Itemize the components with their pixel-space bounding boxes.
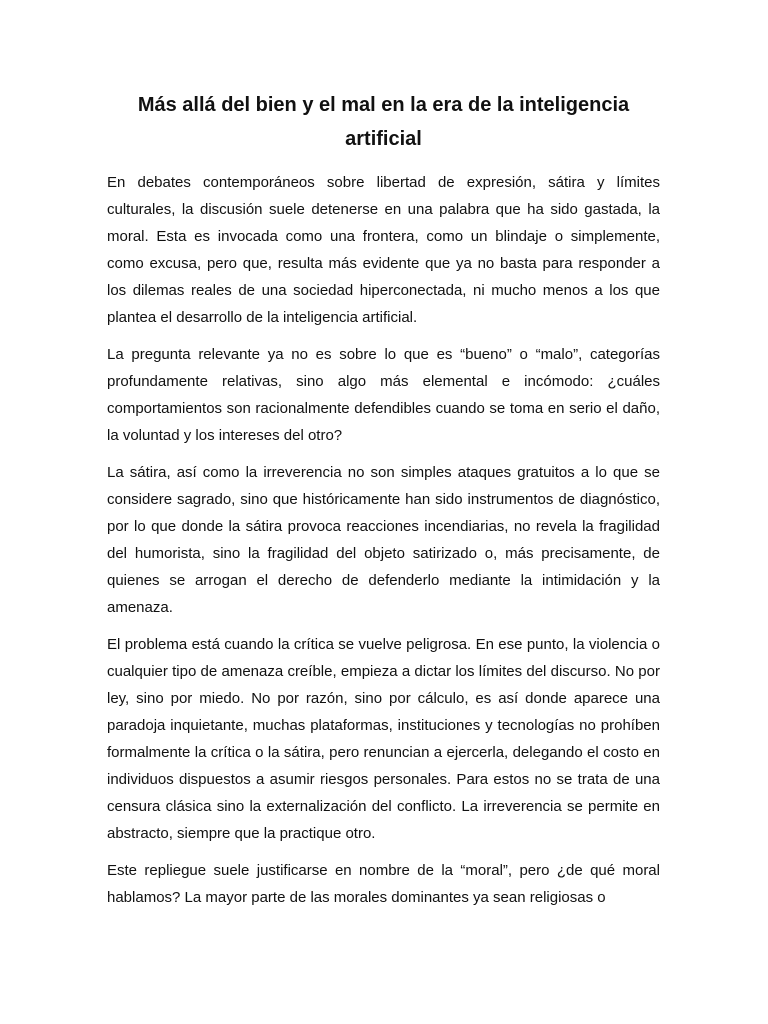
paragraph-1: En debates contemporáneos sobre libertad de expresión, sátira y límites culturales, la discusión suele detenerse en una palabra que ha sido gastada, la moral. Esta es invocada como una frontera, como un blindaje o simplemente, como excusa, pero que, resulta más evidente que ya no basta para responder a los dilemas reales de una sociedad hiperconectada, ni mucho menos a los que plantea el desarrollo de la inteligencia artificial. xyxy=(107,174,660,326)
paragraph-2: La pregunta relevante ya no es sobre lo que es “bueno” o “malo”, categorías profundamente relativas, sino algo más elemental e incómodo: ¿cuáles comportamientos son racionalmente defendibles cuando se toma en serio el daño, la voluntad y los intereses del otro? xyxy=(107,346,660,444)
paragraph-3: La sátira, así como la irreverencia no son simples ataques gratuitos a lo que se considere sagrado, sino que históricamente han sido instrumentos de diagnóstico, por lo que donde la sátira provoca reacciones incendiarias, no revela la fragilidad del humorista, sino la fragilidad del objeto satirizado o, más precisamente, de quienes se arrogan el derecho de defenderlo mediante la intimidación y la amenaza. xyxy=(107,464,660,616)
paragraph-4: El problema está cuando la crítica se vuelve peligrosa. En ese punto, la violencia o cualquier tipo de amenaza creíble, empieza a dictar los límites del discurso. No por ley, sino por miedo. No por razón, sino por cálculo, es así donde aparece una paradoja inquietante, muchas plataformas, instituciones y tecnologías no prohíben formalmente la crítica o la sátira, pero renuncian a ejercerla, delegando el costo en individuos dispuestos a asumir riesgos personales. Para estos no se trata de una censura clásica sino la externalización del conflicto. La irreverencia se permite en abstracto, siempre que la practique otro. xyxy=(107,636,660,842)
paragraph-5: Este repliegue suele justificarse en nombre de la “moral”, pero ¿de qué moral hablamos? La mayor parte de las morales dominantes ya sean religiosas o xyxy=(107,862,660,906)
document-title: Más allá del bien y el mal en la era de la inteligencia artificial xyxy=(137,94,630,150)
document-page xyxy=(107,88,660,921)
